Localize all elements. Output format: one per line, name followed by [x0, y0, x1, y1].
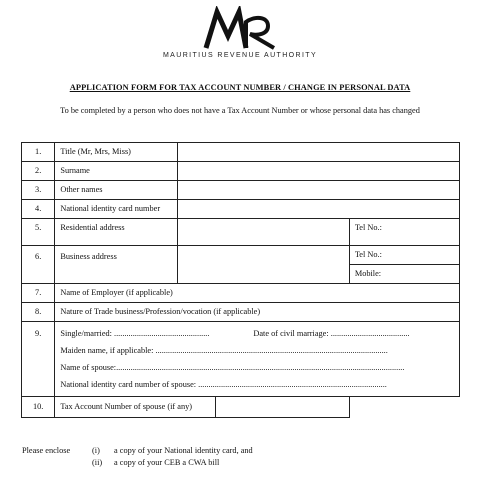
row-number: 4. [22, 200, 55, 219]
other-names-input-cell[interactable] [177, 181, 459, 200]
row-label: Residential address [55, 219, 178, 246]
form-row-title [22, 143, 460, 162]
row-label: Surname [55, 162, 178, 181]
residential-tel-cell[interactable]: Tel No.: [349, 219, 459, 246]
form-row-marital-status [22, 322, 460, 397]
row-label: Name of Employer (if applicable) [55, 284, 460, 303]
enclose-item-roman: (i) [92, 446, 100, 455]
enclose-label: Please enclose [22, 446, 71, 455]
spouse-nic-field[interactable]: National identity card number of spouse: ........................................................................................... [60, 380, 387, 389]
row-number: 7. [22, 284, 55, 303]
logo-text: MAURITIUS REVENUE AUTHORITY [162, 52, 318, 59]
row-number: 1. [22, 143, 55, 162]
row-number: 6. [22, 246, 55, 284]
row-label: National identity card number [55, 200, 178, 219]
title-input-cell[interactable] [177, 143, 459, 162]
form-row-nic [22, 200, 460, 219]
row-number: 2. [22, 162, 55, 181]
business-tel-cell[interactable]: Tel No.: [349, 246, 459, 265]
form-row-surname [22, 162, 460, 181]
enclose-item-text: a copy of your National identity card, and [114, 446, 253, 455]
nic-input-cell[interactable] [177, 200, 459, 219]
enclose-item-text: a copy of your CEB a CWA bill [114, 458, 220, 467]
row-number: 3. [22, 181, 55, 200]
form-row-spouse-tan [22, 397, 460, 418]
row-label: Tax Account Number of spouse (if any) [55, 397, 216, 417]
business-address-input-cell[interactable] [177, 246, 349, 284]
application-form-table [21, 142, 460, 418]
spouse-name-field[interactable]: Name of spouse:........................................................................................................................................... [60, 363, 405, 372]
marital-status-field[interactable]: Single/married: .............................................. [60, 329, 210, 338]
form-row-business-address [22, 246, 460, 265]
row-label: Other names [55, 181, 178, 200]
form-row-other-names [22, 181, 460, 200]
maiden-name-field[interactable]: Maiden name, if applicable: ................................................................................................................ [60, 346, 388, 355]
enclose-item-roman: (ii) [92, 458, 103, 467]
row-number: 5. [22, 219, 55, 246]
row-number: 9. [22, 322, 55, 397]
mra-logo [160, 6, 320, 62]
form-title: APPLICATION FORM FOR TAX ACCOUNT NUMBER / CHANGE IN PERSONAL DATA [69, 83, 411, 92]
row-number: 8. [22, 303, 55, 322]
residential-address-input-cell[interactable] [177, 219, 349, 246]
form-row-residential-address [22, 219, 460, 246]
spouse-tan-input-cell[interactable] [216, 397, 348, 417]
row-label: Nature of Trade business/Profession/vocation (if applicable) [55, 303, 460, 322]
civil-marriage-date-field[interactable]: Date of civil marriage: ...................................... [253, 329, 410, 338]
surname-input-cell[interactable] [177, 162, 459, 181]
row-number: 10. [22, 397, 55, 418]
form-subtitle: To be completed by a person who does not have a Tax Account Number or whose personal data has changed [60, 106, 420, 115]
row-label: Title (Mr, Mrs, Miss) [55, 143, 178, 162]
form-row-trade [22, 303, 460, 322]
business-mobile-cell[interactable]: Mobile: [349, 265, 459, 284]
row-label: Business address [55, 246, 178, 284]
mra-logo-icon [202, 6, 278, 50]
form-row-employer [22, 284, 460, 303]
